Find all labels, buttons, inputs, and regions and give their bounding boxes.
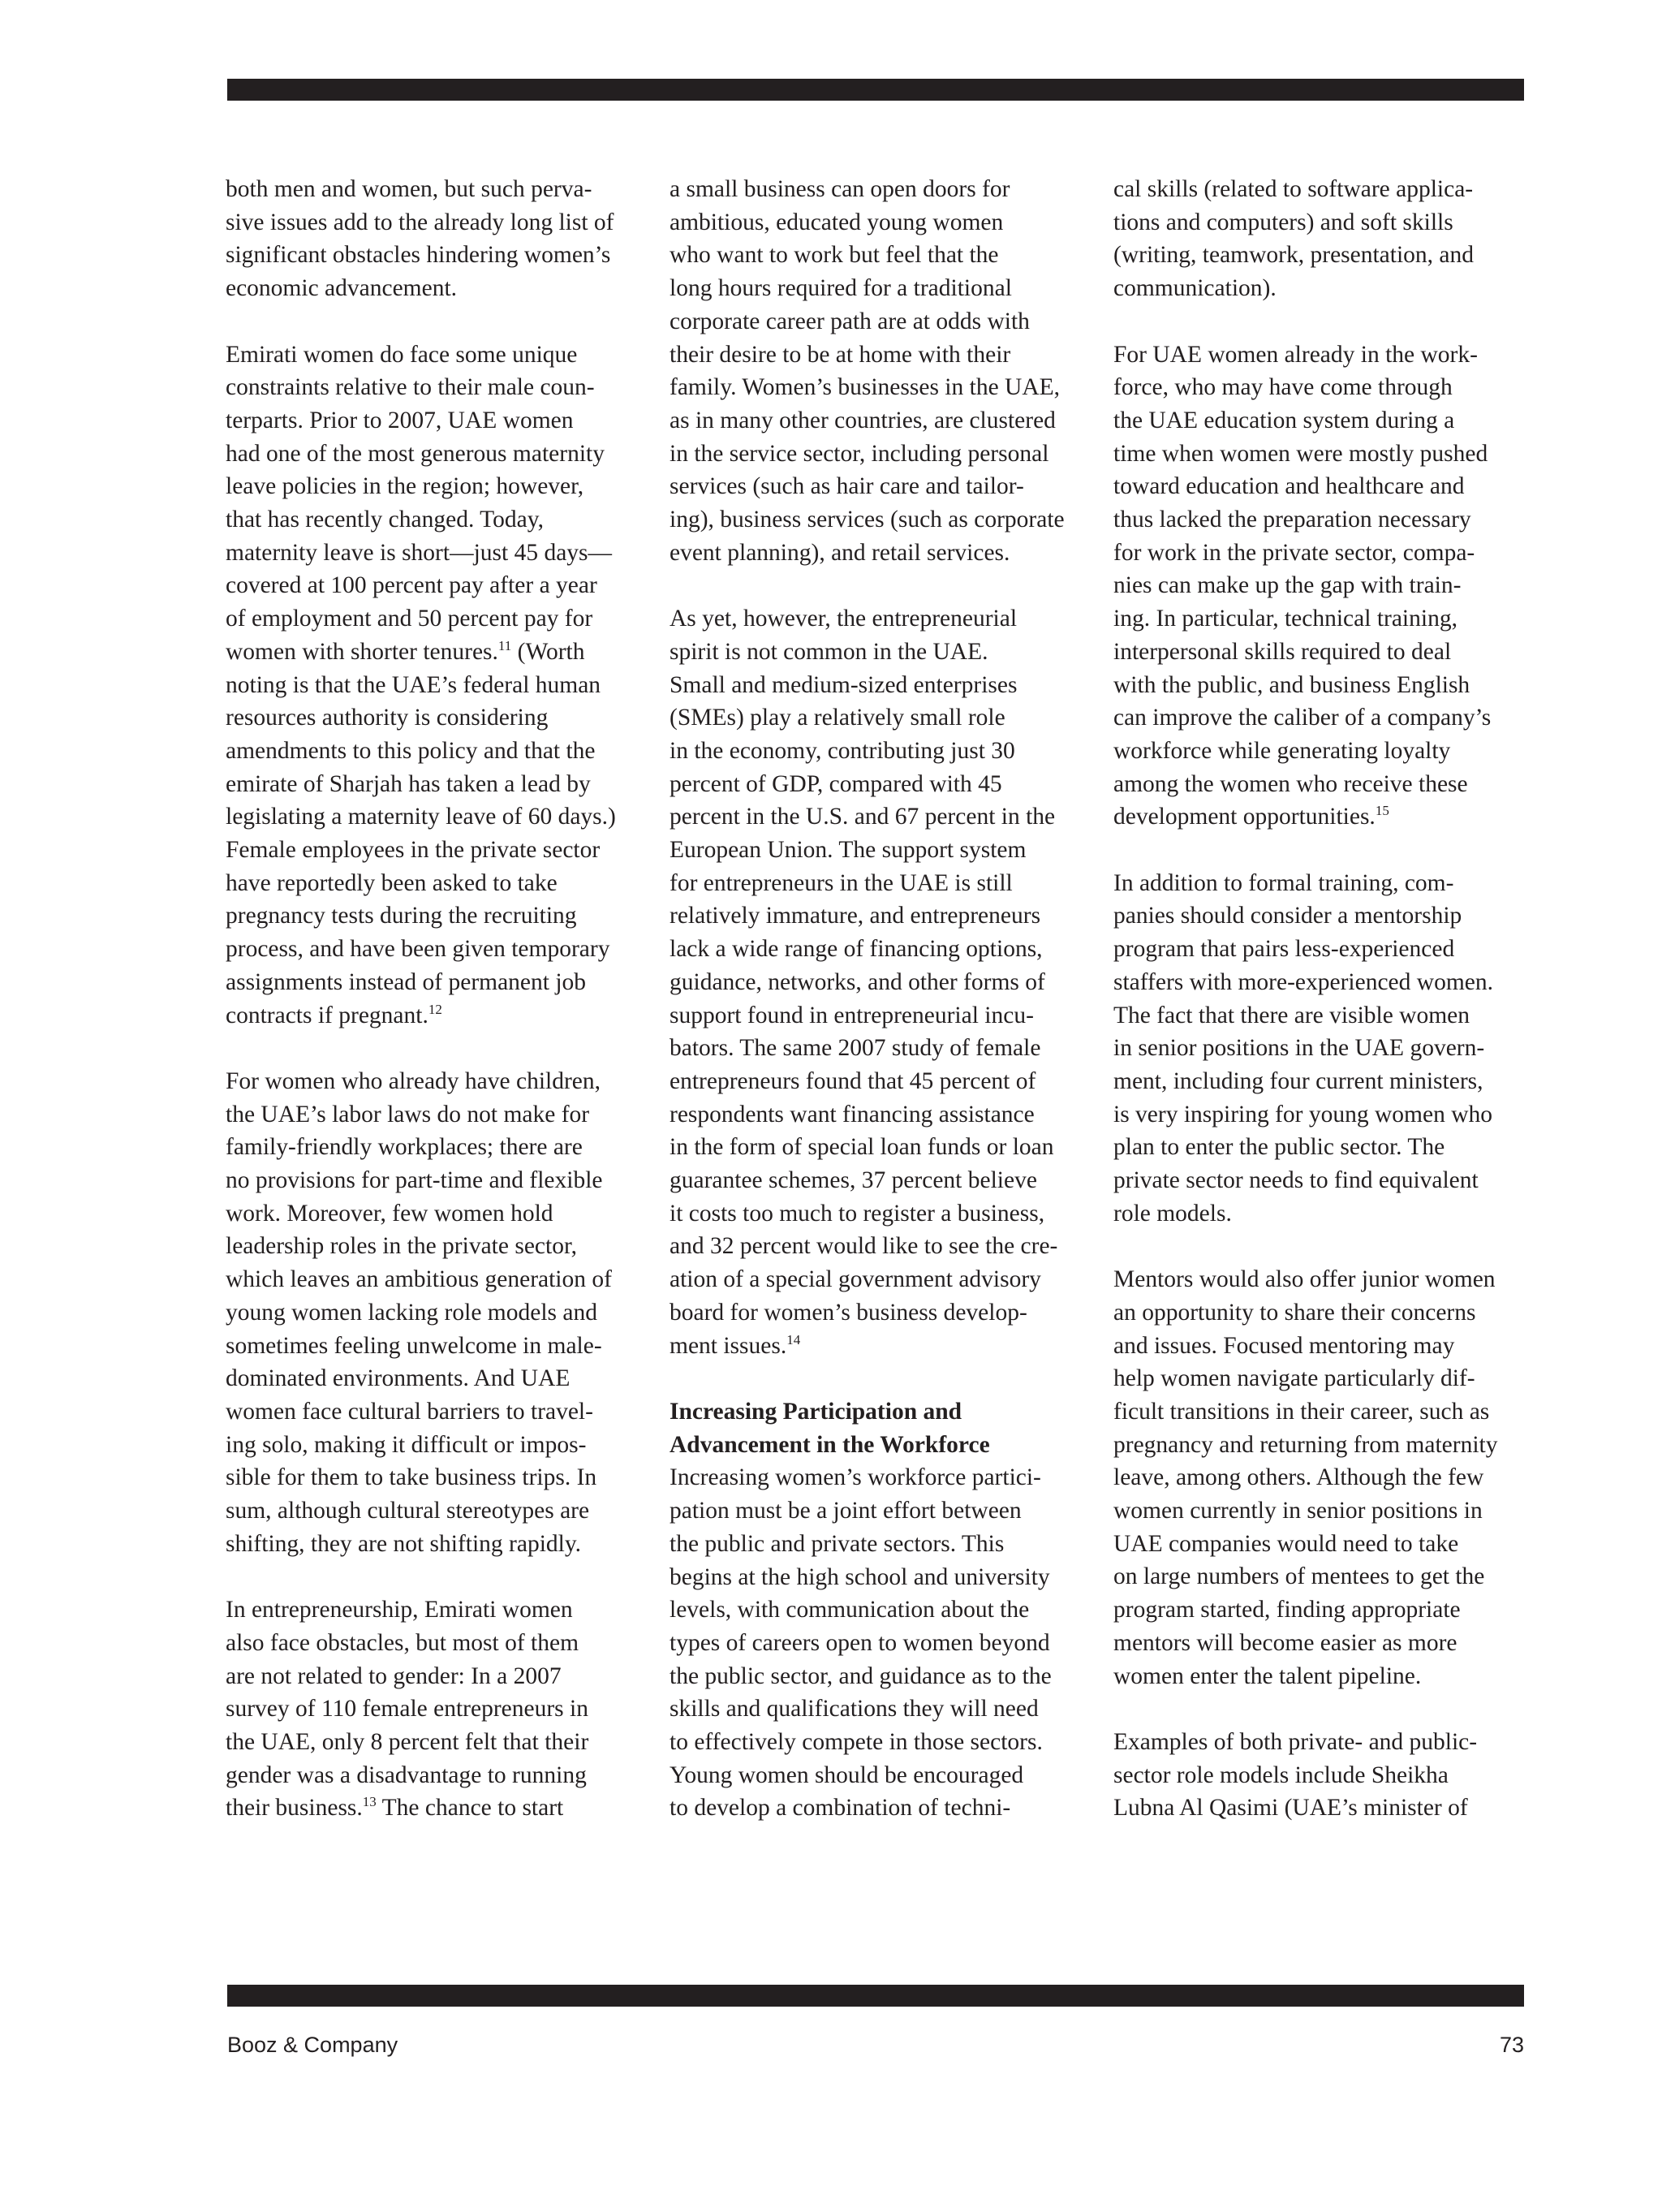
- text-line: women face cultural barriers to travel-: [226, 1398, 593, 1425]
- text-line: ing solo, making it difficult or impos-: [226, 1431, 587, 1458]
- text-line: For UAE women already in the work-: [1113, 341, 1478, 368]
- text-line: pation must be a joint effort between: [670, 1498, 1022, 1524]
- text-line: and issues. Focused mentoring may: [1113, 1332, 1455, 1359]
- text-line: toward education and healthcare and: [1113, 473, 1465, 500]
- paragraph: [226, 338, 648, 1033]
- text-column-3: [1113, 173, 1535, 1858]
- paragraph: [670, 173, 1091, 569]
- paragraph: [1113, 1263, 1535, 1692]
- text-line: family. Women’s businesses in the UAE,: [670, 374, 1061, 401]
- page-number: 73: [1499, 2033, 1524, 2057]
- text-line: event planning), and retail services.: [670, 539, 1010, 566]
- text-line: amendments to this policy and that the: [226, 737, 596, 764]
- text-line: long hours required for a traditional: [670, 275, 1012, 302]
- text-line: Increasing women’s workforce partici-: [670, 1464, 1041, 1491]
- footnote-ref: 15: [1375, 803, 1389, 819]
- text-line: lack a wide range of financing options,: [670, 936, 1043, 963]
- text-line: program started, finding appropriate: [1113, 1597, 1461, 1623]
- paragraph: [670, 1461, 1091, 1825]
- text-line: help women navigate particularly dif-: [1113, 1365, 1475, 1392]
- text-line: sometimes feeling unwelcome in male-: [226, 1332, 602, 1359]
- text-column-2: [670, 173, 1091, 1858]
- text-line: types of careers open to women beyond: [670, 1629, 1050, 1656]
- text-line: ment issues.$^{14}$: [670, 1331, 801, 1359]
- paragraph: [226, 173, 648, 305]
- text-line: Young women should be encouraged: [670, 1761, 1024, 1788]
- text-line: among the women who receive these: [1113, 770, 1468, 797]
- text-line: ing. In particular, technical training,: [1113, 606, 1457, 632]
- paragraph: [1113, 173, 1535, 305]
- footnote-ref: 12: [428, 1001, 442, 1017]
- text-line: survey of 110 female entrepreneurs in: [226, 1696, 588, 1723]
- text-line: covered at 100 percent pay after a year: [226, 572, 597, 599]
- text-line: which leaves an ambitious generation of: [226, 1266, 612, 1293]
- text-line: in the economy, contributing just 30: [670, 737, 1015, 764]
- text-line: for entrepreneurs in the UAE is still: [670, 869, 1013, 896]
- footnote-ref: 13: [362, 1794, 377, 1810]
- heading-line: Advancement in the Workforce: [670, 1431, 990, 1458]
- text-line: guidance, networks, and other forms of: [670, 968, 1045, 995]
- text-line: women currently in senior positions in: [1113, 1498, 1483, 1524]
- text-line: respondents want financing assistance: [670, 1101, 1035, 1128]
- text-line: relatively immature, and entrepreneurs: [670, 903, 1041, 929]
- text-line: European Union. The support system: [670, 837, 1027, 864]
- text-line: and 32 percent would like to see the cre-: [670, 1233, 1058, 1260]
- text-line: as in many other countries, are clustered: [670, 407, 1056, 433]
- text-line: ambitious, educated young women: [670, 209, 1004, 235]
- text-line: workforce while generating loyalty: [1113, 737, 1451, 764]
- text-line: spirit is not common in the UAE.: [670, 638, 988, 665]
- paragraph: [1113, 1726, 1535, 1825]
- text-line: the UAE’s labor laws do not make for: [226, 1101, 590, 1128]
- text-line: interpersonal skills required to deal: [1113, 638, 1452, 665]
- text-line: it costs too much to register a business,: [670, 1200, 1045, 1227]
- text-column-1: [226, 173, 648, 1858]
- text-line: time when women were mostly pushed: [1113, 440, 1488, 467]
- text-line: ing), business services (such as corporate: [670, 507, 1065, 533]
- text-line: sive issues add to the already long list of: [226, 209, 614, 235]
- text-line: maternity leave is short—just 45 days—: [226, 539, 613, 566]
- text-line: Lubna Al Qasimi (UAE’s minister of: [1113, 1795, 1468, 1822]
- text-line: Mentors would also offer junior women: [1113, 1266, 1496, 1293]
- text-line: percent of GDP, compared with 45: [670, 770, 1002, 797]
- text-line: ation of a special government advisory: [670, 1266, 1041, 1293]
- text-line: for work in the private sector, compa-: [1113, 539, 1475, 566]
- footnote-ref: 14: [786, 1331, 801, 1347]
- paragraph: [226, 1593, 648, 1825]
- text-line: tions and computers) and soft skills: [1113, 209, 1453, 235]
- text-line: dominated environments. And UAE: [226, 1365, 571, 1392]
- text-line: their desire to be at home with their: [670, 341, 1011, 368]
- text-line: assignments instead of permanent job: [226, 968, 587, 995]
- text-line: of employment and 50 percent pay for: [226, 606, 593, 632]
- text-line: development opportunities.$^{15}$: [1113, 803, 1389, 830]
- text-line: noting is that the UAE’s federal human: [226, 671, 601, 698]
- text-line: the UAE education system during a: [1113, 407, 1455, 433]
- text-line: that has recently changed. Today,: [226, 507, 544, 533]
- text-line: women enter the talent pipeline.: [1113, 1662, 1422, 1689]
- text-line: communication).: [1113, 275, 1277, 302]
- text-line: a small business can open doors for: [670, 176, 1010, 202]
- paragraph: [670, 602, 1091, 1362]
- text-line: As yet, however, the entrepreneurial: [670, 606, 1018, 632]
- text-line: shifting, they are not shifting rapidly.: [226, 1530, 582, 1557]
- text-line: staffers with more-experienced women.: [1113, 968, 1493, 995]
- text-line: can improve the caliber of a company’s: [1113, 705, 1492, 731]
- text-line: significant obstacles hindering women’s: [226, 242, 611, 269]
- text-line: skills and qualifications they will need: [670, 1696, 1039, 1723]
- text-line: The fact that there are visible women: [1113, 1002, 1470, 1028]
- text-line: constraints relative to their male coun-: [226, 374, 595, 401]
- text-line: also face obstacles, but most of them: [226, 1629, 579, 1656]
- text-line: is very inspiring for young women who: [1113, 1101, 1493, 1128]
- text-line: emirate of Sharjah has taken a lead by: [226, 770, 591, 797]
- text-line: guarantee schemes, 37 percent believe: [670, 1167, 1037, 1194]
- text-line: with the public, and business English: [1113, 671, 1470, 698]
- text-line: In addition to formal training, com-: [1113, 869, 1454, 896]
- text-line: their business.$^{13}$ The chance to start: [226, 1794, 564, 1822]
- paragraph: [226, 1065, 648, 1561]
- text-line: UAE companies would need to take: [1113, 1530, 1459, 1557]
- text-line: no provisions for part-time and flexible: [226, 1167, 603, 1194]
- text-line: board for women’s business develop-: [670, 1299, 1027, 1326]
- text-line: (writing, teamwork, presentation, and: [1113, 242, 1475, 269]
- text-line: cal skills (related to software applica-: [1113, 176, 1474, 202]
- text-line: leadership roles in the private sector,: [226, 1233, 577, 1260]
- text-line: Examples of both private- and public-: [1113, 1728, 1478, 1755]
- text-line: services (such as hair care and tailor-: [670, 473, 1024, 500]
- text-line: both men and women, but such perva-: [226, 176, 592, 202]
- text-line: Small and medium-sized enterprises: [670, 671, 1018, 698]
- text-line: percent in the U.S. and 67 percent in the: [670, 804, 1056, 830]
- paragraph: [1113, 338, 1535, 834]
- text-line: ment, including four current ministers,: [1113, 1067, 1483, 1094]
- text-line: sible for them to take business trips. In: [226, 1464, 597, 1491]
- text-line: Emirati women do face some unique: [226, 341, 578, 368]
- text-line: the public sector, and guidance as to the: [670, 1662, 1052, 1689]
- text-line: to develop a combination of techni-: [670, 1795, 1011, 1822]
- text-line: family-friendly workplaces; there are: [226, 1134, 583, 1161]
- text-line: Female employees in the private sector: [226, 837, 601, 864]
- text-line: In entrepreneurship, Emirati women: [226, 1597, 573, 1623]
- text-line: an opportunity to share their concerns: [1113, 1299, 1476, 1326]
- text-line: pregnancy tests during the recruiting: [226, 903, 577, 929]
- text-line: pregnancy and returning from maternity: [1113, 1431, 1498, 1458]
- text-line: women with shorter tenures.$^{11}$ (Worth: [226, 638, 585, 665]
- text-line: sector role models include Sheikha: [1113, 1761, 1449, 1788]
- text-line: had one of the most generous maternity: [226, 440, 605, 467]
- text-line: resources authority is considering: [226, 705, 549, 731]
- paragraph: [1113, 867, 1535, 1231]
- text-line: on large numbers of mentees to get the: [1113, 1563, 1485, 1590]
- text-line: in the service sector, including personal: [670, 440, 1049, 467]
- text-line: levels, with communication about the: [670, 1597, 1030, 1623]
- text-line: work. Moreover, few women hold: [226, 1200, 553, 1227]
- text-line: ficult transitions in their career, such as: [1113, 1398, 1490, 1425]
- text-line: process, and have been given temporary: [226, 936, 610, 963]
- text-line: For women who already have children,: [226, 1067, 601, 1094]
- text-line: corporate career path are at odds with: [670, 308, 1030, 334]
- text-line: force, who may have come through: [1113, 374, 1453, 401]
- text-line: are not related to gender: In a 2007: [226, 1662, 562, 1689]
- text-line: leave, among others. Although the few: [1113, 1464, 1484, 1491]
- text-line: in senior positions in the UAE govern-: [1113, 1035, 1485, 1062]
- text-line: contracts if pregnant.$^{12}$: [226, 1001, 442, 1028]
- text-line: the UAE, only 8 percent felt that their: [226, 1729, 589, 1755]
- text-line: thus lacked the preparation necessary: [1113, 507, 1471, 533]
- text-line: program that pairs less-experienced: [1113, 936, 1455, 963]
- section-heading: [670, 1395, 1091, 1461]
- text-line: young women lacking role models and: [226, 1299, 597, 1326]
- text-line: entrepreneurs found that 45 percent of: [670, 1067, 1036, 1094]
- text-line: support found in entrepreneurial incu-: [670, 1002, 1034, 1028]
- header-rule: [227, 79, 1524, 101]
- text-line: private sector needs to find equivalent: [1113, 1167, 1479, 1194]
- text-line: panies should consider a mentorship: [1113, 903, 1462, 929]
- text-line: in the form of special loan funds or loan: [670, 1134, 1054, 1161]
- text-line: economic advancement.: [226, 275, 458, 302]
- text-line: gender was a disadvantage to running: [226, 1761, 587, 1788]
- text-line: legislating a maternity leave of 60 days.): [226, 804, 616, 830]
- text-line: who want to work but feel that the: [670, 242, 999, 269]
- text-line: begins at the high school and university: [670, 1563, 1050, 1590]
- text-line: role models.: [1113, 1200, 1232, 1227]
- text-line: (SMEs) play a relatively small role: [670, 705, 1005, 731]
- footer-rule: [227, 1985, 1524, 2007]
- text-line: bators. The same 2007 study of female: [670, 1035, 1041, 1062]
- heading-line: Increasing Participation and: [670, 1398, 962, 1425]
- text-line: mentors will become easier as more: [1113, 1629, 1457, 1656]
- text-line: leave policies in the region; however,: [226, 473, 584, 500]
- text-line: plan to enter the public sector. The: [1113, 1134, 1445, 1161]
- text-line: nies can make up the gap with train-: [1113, 572, 1462, 599]
- text-line: sum, although cultural stereotypes are: [226, 1498, 590, 1524]
- text-line: have reportedly been asked to take: [226, 869, 558, 896]
- footer-publisher: Booz & Company: [227, 2033, 398, 2057]
- footnote-ref: 11: [497, 638, 512, 653]
- text-line: to effectively compete in those sectors.: [670, 1729, 1043, 1756]
- text-line: terparts. Prior to 2007, UAE women: [226, 407, 574, 433]
- text-line: the public and private sectors. This: [670, 1530, 1005, 1557]
